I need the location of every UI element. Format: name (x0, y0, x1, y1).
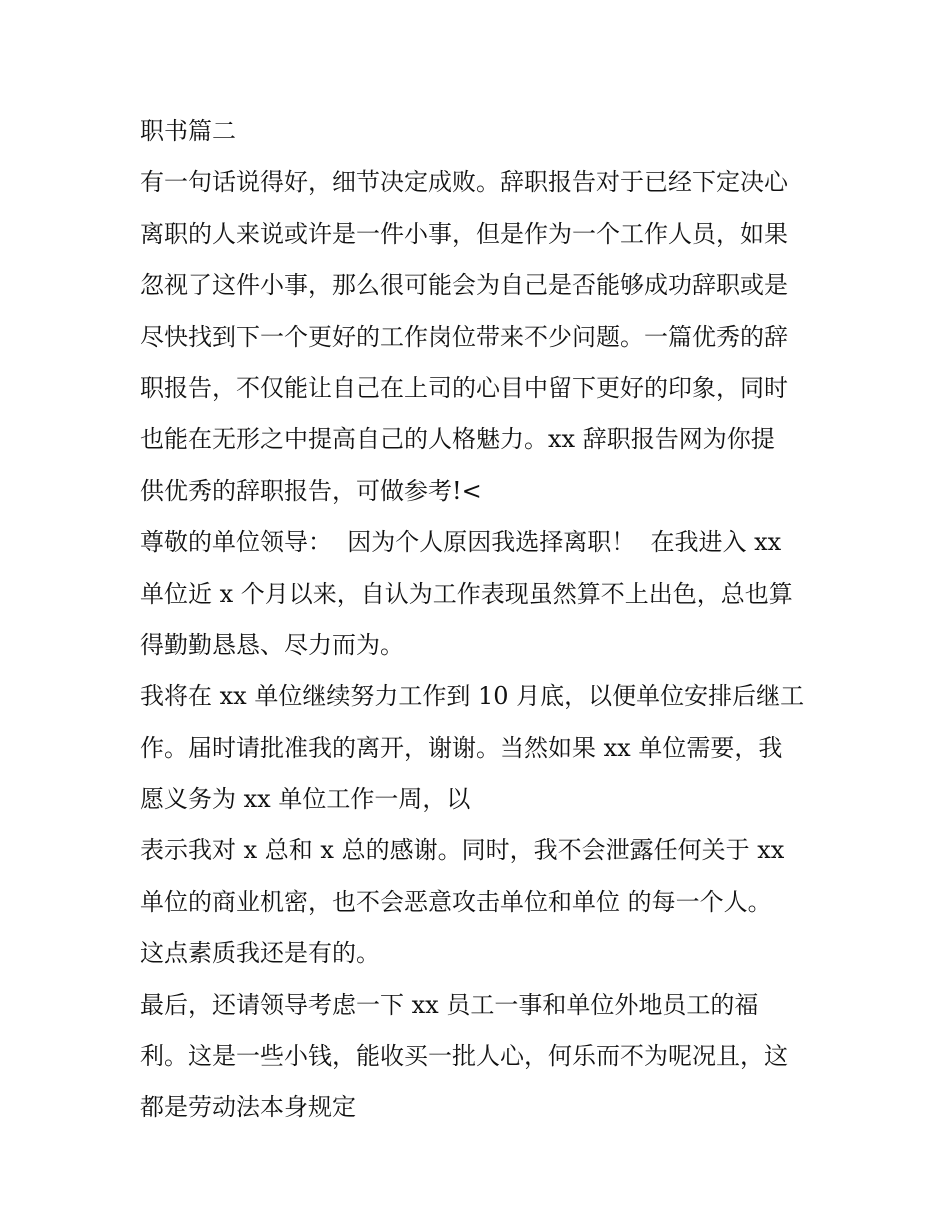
text-line: 也能在无形之中提高自己的人格魅力。xx 辞职报告网为你提 (140, 425, 775, 454)
text-line: 作。届时请批准我的离开，谢谢。当然如果 xx 单位需要，我 (140, 733, 783, 762)
text-line: 离职的人来说或许是一件小事，但是作为一个工作人员，如果 (140, 219, 788, 248)
text-line: 单位的商业机密，也不会恶意攻击单位和单位 的每一个人。 (140, 887, 772, 916)
text-line: 都是劳动法本身规定 (140, 1093, 356, 1122)
text-line: 我将在 xx 单位继续努力工作到 10 月底，以便单位安排后继工 (140, 682, 805, 711)
text-line: 最后，还请领导考虑一下 xx 员工一事和单位外地员工的福 (140, 990, 759, 1019)
text-line: 得勤勤恳恳、尽力而为。 (140, 630, 404, 659)
text-line: 职报告，不仅能让自己在上司的心目中留下更好的印象，同时 (140, 373, 788, 402)
text-line: 尽快找到下一个更好的工作岗位带来不少问题。一篇优秀的辞 (140, 322, 788, 351)
text-line: 有一句话说得好，细节决定成败。辞职报告对于已经下定决心 (140, 168, 788, 197)
document-body (140, 106, 820, 1134)
document-heading: 职书篇二 (140, 117, 236, 145)
text-line: 利。这是一些小钱，能收买一批人心，何乐而不为呢况且，这 (140, 1042, 788, 1071)
text-line: 忽视了这件小事，那么很可能会为自己是否能够成功辞职或是 (140, 271, 788, 300)
text-line: 尊敬的单位领导： 因为个人原因我选择离职！ 在我进入 xx (140, 528, 782, 557)
text-line: 表示我对 x 总和 x 总的感谢。同时，我不会泄露任何关于 xx (140, 836, 785, 865)
text-line: 愿义务为 xx 单位工作一周，以 (140, 785, 471, 814)
text-line: 供优秀的辞职报告，可做参考!< (140, 476, 482, 505)
text-line: 这点素质我还是有的。 (140, 939, 380, 968)
text-line: 单位近 x 个月以来，自认为工作表现虽然算不上出色，总也算 (140, 579, 793, 608)
